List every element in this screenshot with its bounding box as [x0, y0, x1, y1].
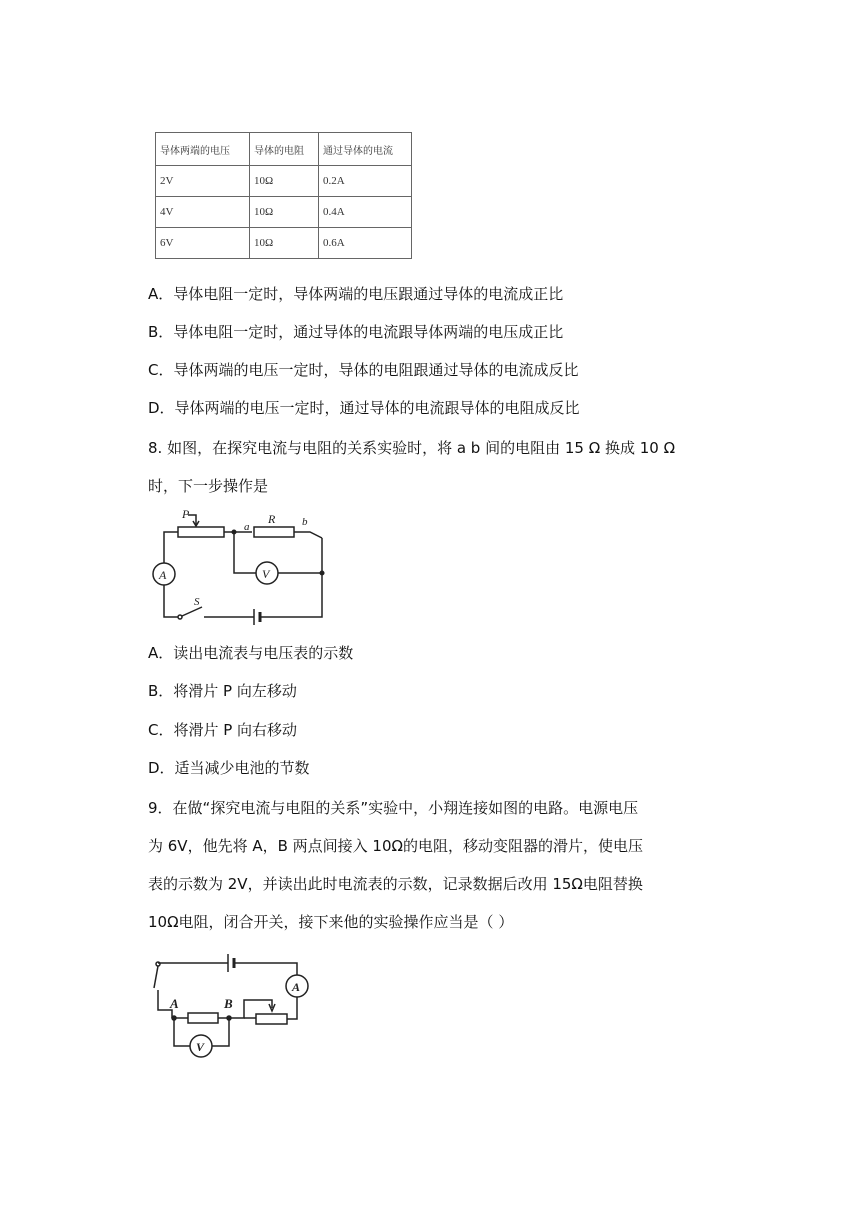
q7-option-d: D．导体两端的电压一定时，通过导体的电流跟导体的电阻成反比	[148, 399, 580, 417]
q9-stem-line4: 10Ω电阻，闭合开关，接下来他的实验操作应当是（ ）	[148, 913, 514, 931]
table-cell: 4V	[156, 197, 250, 228]
label-p: P	[182, 507, 190, 521]
q9-stem-line2: 为 6V，他先将 A，B 两点间接入 10Ω的电阻，移动变阻器的滑片，使电压	[148, 837, 643, 855]
q8-option-d: D．适当减少电池的节数	[148, 759, 310, 777]
q8-stem-line1: 8. 如图，在探究电流与电阻的关系实验时，将 a b 间的电阻由 15 Ω 换成 10 Ω	[148, 439, 676, 457]
switch	[182, 607, 202, 616]
q7-option-c: C．导体两端的电压一定时，导体的电阻跟通过导体的电流成反比	[148, 361, 579, 379]
label-point-b: B	[224, 996, 233, 1011]
voltmeter-label: V	[196, 1040, 205, 1054]
label-s: S	[194, 596, 200, 608]
ammeter-label: A	[292, 980, 301, 994]
q8-stem-line2: 时，下一步操作是	[148, 477, 269, 495]
table-row	[156, 166, 412, 197]
table-header: 导体两端的电压	[156, 133, 250, 166]
q9-stem-line3: 表的示数为 2V，并读出此时电流表的示数，记录数据后改用 15Ω电阻替换	[148, 875, 643, 893]
rheostat	[256, 1014, 287, 1024]
q8-option-c: C．将滑片 P 向右移动	[148, 721, 298, 739]
table-cell: 10Ω	[250, 166, 319, 197]
rheostat	[178, 527, 224, 537]
voltmeter-label: V	[262, 567, 270, 581]
q7-option-b: B．导体电阻一定时，通过导体的电流跟导体两端的电压成正比	[148, 323, 564, 341]
table-cell: 6V	[156, 228, 250, 259]
table-row	[156, 228, 412, 259]
data-table	[155, 132, 412, 259]
q7-option-a: A．导体电阻一定时，导体两端的电压跟通过导体的电流成正比	[148, 285, 564, 303]
q8-option-a: A．读出电流表与电压表的示数	[148, 644, 354, 662]
label-point-a: A	[170, 996, 179, 1011]
table-header-row	[156, 133, 412, 166]
switch	[154, 966, 158, 988]
label-b: b	[302, 516, 308, 528]
table-cell: 2V	[156, 166, 250, 197]
q8-option-b: B．将滑片 P 向左移动	[148, 682, 297, 700]
table-cell: 0.4A	[319, 197, 412, 228]
table-cell: 10Ω	[250, 197, 319, 228]
resistor-r	[254, 527, 294, 537]
q8-circuit-diagram	[150, 505, 335, 635]
q9-circuit-diagram	[150, 948, 325, 1063]
resistor-ab	[188, 1013, 218, 1023]
table-cell: 0.2A	[319, 166, 412, 197]
table-header: 通过导体的电流	[319, 133, 412, 166]
label-r: R	[268, 512, 276, 526]
table-header: 导体的电阻	[250, 133, 319, 166]
label-a: a	[244, 521, 250, 533]
ammeter-label: A	[159, 568, 167, 582]
table-cell: 0.6A	[319, 228, 412, 259]
table-row	[156, 197, 412, 228]
q9-stem-line1: 9．在做“探究电流与电阻的关系”实验中，小翔连接如图的电路。电源电压	[148, 799, 639, 817]
table-cell: 10Ω	[250, 228, 319, 259]
